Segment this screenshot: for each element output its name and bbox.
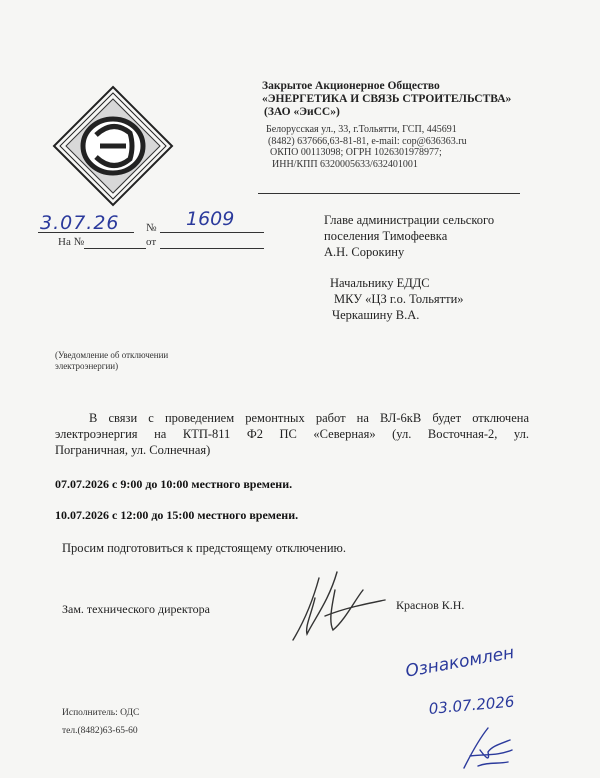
organization-header — [262, 80, 511, 170]
recipient-1 — [324, 212, 494, 260]
executor: Исполнитель: ОДС — [62, 708, 140, 718]
acknowledgement-word: Ознакомлен — [404, 642, 516, 682]
date-underline — [38, 232, 134, 233]
acknowledgement-date: 03.07.2026 — [428, 692, 516, 718]
recipient-2-line3: Черкашину В.А. — [332, 308, 420, 322]
handwritten-number: 1609 — [186, 208, 235, 230]
org-codes-2: ИНН/КПП 6320005633/632401001 — [272, 158, 418, 170]
company-logo — [52, 85, 174, 207]
outage-period-2: 10.07.2026 с 12:00 до 15:00 местного времени. — [55, 508, 299, 522]
reference-from-label: от — [146, 236, 157, 248]
recipient-2 — [330, 275, 464, 323]
subject — [55, 350, 168, 372]
reference-underline — [84, 248, 146, 249]
org-codes-1: ОКПО 00113098; ОГРН 1026301978977; — [270, 147, 442, 158]
recipient-1-line2: поселения Тимофеевка — [324, 229, 448, 243]
org-short-name: (ЗАО «ЭиСС») — [264, 106, 340, 118]
recipient-2-line2: МКУ «ЦЗ г.о. Тольятти» — [334, 292, 464, 306]
header-divider — [258, 193, 520, 194]
org-type: Закрытое Акционерное Общество — [262, 80, 440, 92]
org-address: Белорусская ул., 33, г.Тольятти, ГСП, 445691 — [266, 124, 457, 135]
handwritten-date: 3.07.26 — [40, 212, 120, 234]
org-contacts: (8482) 637666,63-81-81, e-mail: cop@636363.ru — [268, 135, 467, 147]
recipient-2-line1: Начальнику ЕДДС — [330, 276, 430, 290]
reference-from-underline — [160, 248, 264, 249]
body-paragraph — [55, 410, 529, 458]
number-label: № — [146, 222, 157, 234]
body-line3: Пограничная, ул. Солнечная) — [55, 443, 211, 457]
handwritten-signature — [285, 560, 395, 650]
body-line2: электроэнергия на КТП-811 Ф2 ПС «Северная» (ул. Восточная-2, ул. — [55, 427, 529, 441]
request-text: Просим подготовиться к предстоящему отключению. — [62, 541, 347, 555]
org-name: «ЭНЕРГЕТИКА И СВЯЗЬ СТРОИТЕЛЬСТВА» — [262, 93, 512, 105]
recipient-1-line1: Главе администрации сельского — [324, 213, 495, 227]
outage-period-1: 07.07.2026 с 9:00 до 10:00 местного времени. — [55, 477, 293, 491]
body-line1: В связи с проведением ремонтных работ на ВЛ-6кВ будет отключена — [89, 411, 529, 425]
number-underline — [160, 232, 264, 233]
executor-phone: тел.(8482)63-65-60 — [62, 726, 138, 736]
subject-line1: (Уведомление об отключении — [55, 350, 169, 360]
subject-line2: электроэнергии) — [55, 361, 119, 371]
signatory-name: Краснов К.Н. — [396, 598, 465, 612]
reference-label: На № — [58, 236, 85, 248]
signatory-position: Зам. технического директора — [62, 602, 210, 616]
acknowledgement-signature — [458, 722, 518, 774]
recipient-1-line3: А.Н. Сорокину — [324, 245, 405, 259]
